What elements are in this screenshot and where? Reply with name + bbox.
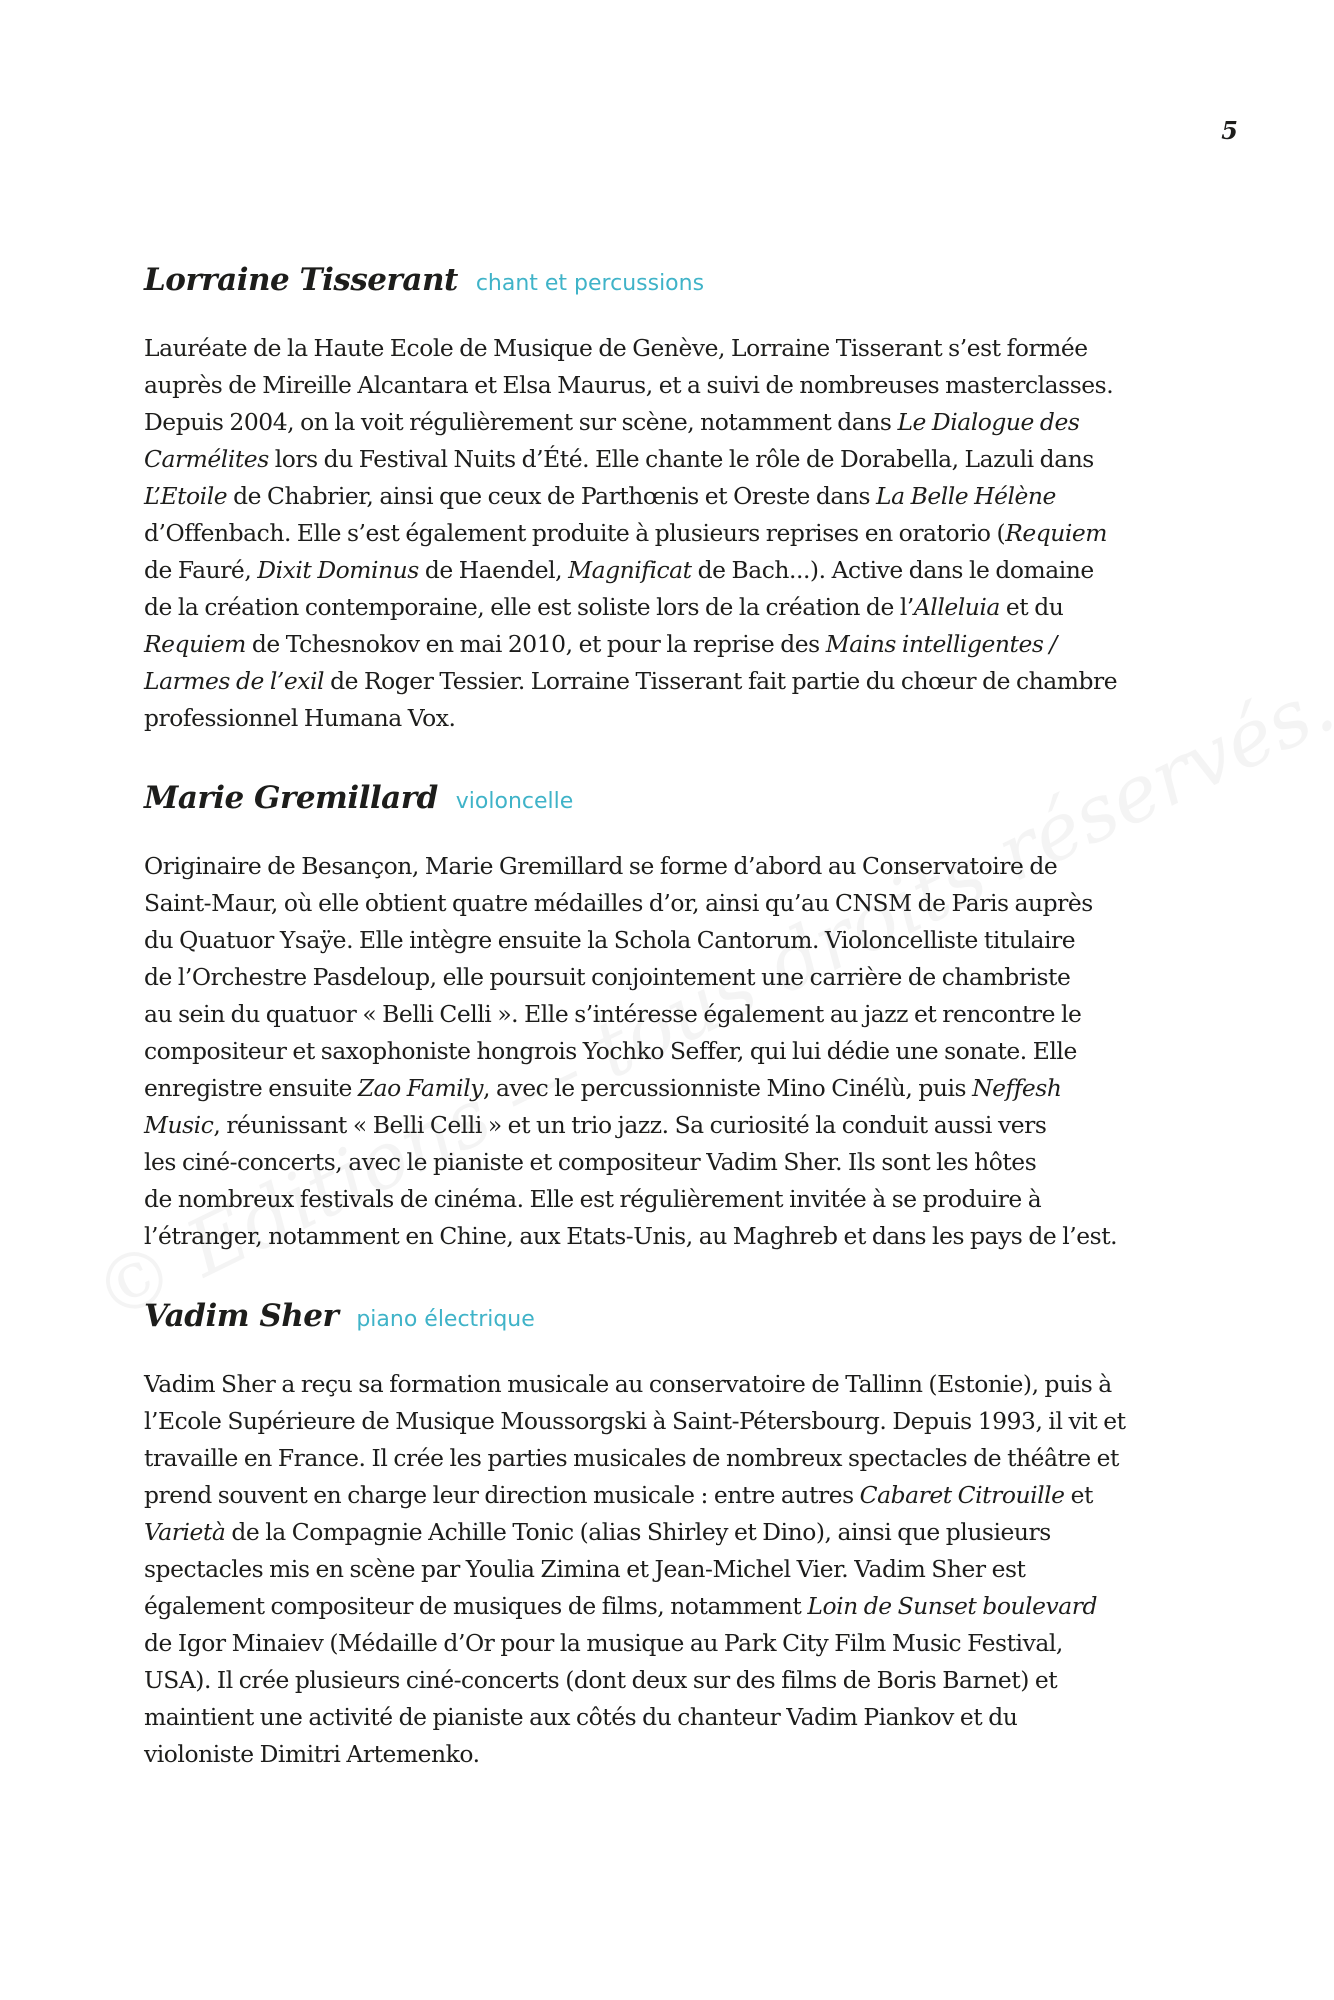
biography-line: Carmélites lors du Festival Nuits d’Été. Elle chante le rôle de Dorabella, Lazuli dans [144,445,1094,473]
biography-line: spectacles mis en scène par Youlia Zimina et Jean-Michel Vier. Vadim Sher est [144,1555,1026,1583]
biography-line: Varietà de la Compagnie Achille Tonic (alias Shirley et Dino), ainsi que plusieurs [144,1518,1051,1546]
biography-line: travaille en France. Il crée les parties musicales de nombreux spectacles de théâtre et [144,1444,1119,1472]
biography-line: les ciné-concerts, avec le pianiste et compositeur Vadim Sher. Ils sont les hôtes [144,1148,1037,1176]
biography-line: du Quatuor Ysaÿe. Elle intègre ensuite la Schola Cantorum. Violoncelliste titulaire [144,926,1076,954]
biography-line: de la création contemporaine, elle est soliste lors de la création de l’Alleluia et du [144,593,1064,621]
page-number: 5 [1221,116,1238,145]
biography-line: professionnel Humana Vox. [144,704,456,732]
biography-line: également compositeur de musiques de films, notamment Loin de Sunset boulevard [144,1592,1097,1620]
biography-line: Saint-Maur, où elle obtient quatre médailles d’or, ainsi qu’au CNSM de Paris auprès [144,889,1093,917]
biography-line: de Igor Minaiev (Médaille d’Or pour la musique au Park City Film Music Festival, [144,1629,1063,1657]
biography-line: enregistre ensuite Zao Family, avec le percussionniste Mino Cinélù, puis Neffesh [144,1074,1062,1102]
instrument-label: violoncelle [455,789,574,814]
biography-line: prend souvent en charge leur direction musicale : entre autres Cabaret Citrouille et [144,1481,1093,1509]
section-header [144,262,1224,308]
biography-line: Originaire de Besançon, Marie Gremillard se forme d’abord au Conservatoire de [144,852,1058,880]
biography-line: l’Ecole Supérieure de Musique Moussorgski à Saint-Pétersbourg. Depuis 1993, il vit et [144,1407,1126,1435]
biography-line: Requiem de Tchesnokov en mai 2010, et pour la reprise des Mains intelligentes / [144,630,1057,658]
artist-name: Lorraine Tisserant [144,262,458,298]
artist-name: Marie Gremillard [144,780,438,816]
biography-line: Vadim Sher a reçu sa formation musicale au conservatoire de Tallinn (Estonie), puis à [144,1370,1112,1398]
section-header [144,780,1224,826]
biography-line: Music, réunissant « Belli Celli » et un trio jazz. Sa curiosité la conduit aussi vers [144,1111,1047,1139]
biography-line: Larmes de l’exil de Roger Tessier. Lorraine Tisserant fait partie du chœur de chambre [144,667,1118,695]
biography-line: maintient une activité de pianiste aux côtés du chanteur Vadim Piankov et du [144,1703,1018,1731]
biography-text [144,848,1224,1255]
biography-line: Lauréate de la Haute Ecole de Musique de Genève, Lorraine Tisserant s’est formée [144,334,1088,362]
biography-line: de nombreux festivals de cinéma. Elle est régulièrement invitée à se produire à [144,1185,1042,1213]
biography-text [144,1366,1224,1773]
section-header [144,1298,1224,1344]
biography-line: USA). Il crée plusieurs ciné-concerts (dont deux sur des films de Boris Barnet) et [144,1666,1058,1694]
instrument-label: chant et percussions [475,271,705,296]
biography-line: violoniste Dimitri Artemenko. [144,1740,480,1768]
instrument-label: piano électrique [356,1307,535,1332]
biography-line: Depuis 2004, on la voit régulièrement sur scène, notamment dans Le Dialogue des [144,408,1080,436]
biography-line: l’étranger, notamment en Chine, aux Etats-Unis, au Maghreb et dans les pays de l’est. [144,1222,1118,1250]
biography-text [144,330,1224,737]
biography-line: compositeur et saxophoniste hongrois Yochko Seffer, qui lui dédie une sonate. Elle [144,1037,1077,1065]
artist-name: Vadim Sher [144,1298,339,1334]
biography-line: au sein du quatuor « Belli Celli ». Elle s’intéresse également au jazz et rencontre le [144,1000,1082,1028]
biography-line: de Fauré, Dixit Dominus de Haendel, Magnificat de Bach...). Active dans le domaine [144,556,1094,584]
biography-line: de l’Orchestre Pasdeloup, elle poursuit conjointement une carrière de chambriste [144,963,1071,991]
artist-section-vadim-sher [144,1298,1224,1773]
biography-line: auprès de Mireille Alcantara et Elsa Maurus, et a suivi de nombreuses masterclasses. [144,371,1114,399]
biography-line: L’Etoile de Chabrier, ainsi que ceux de Parthœnis et Oreste dans La Belle Hélène [144,482,1056,510]
biography-line: d’Offenbach. Elle s’est également produite à plusieurs reprises en oratorio (Requiem [144,519,1108,547]
artist-section-marie-gremillard [144,780,1224,1255]
artist-section-lorraine-tisserant [144,262,1224,737]
